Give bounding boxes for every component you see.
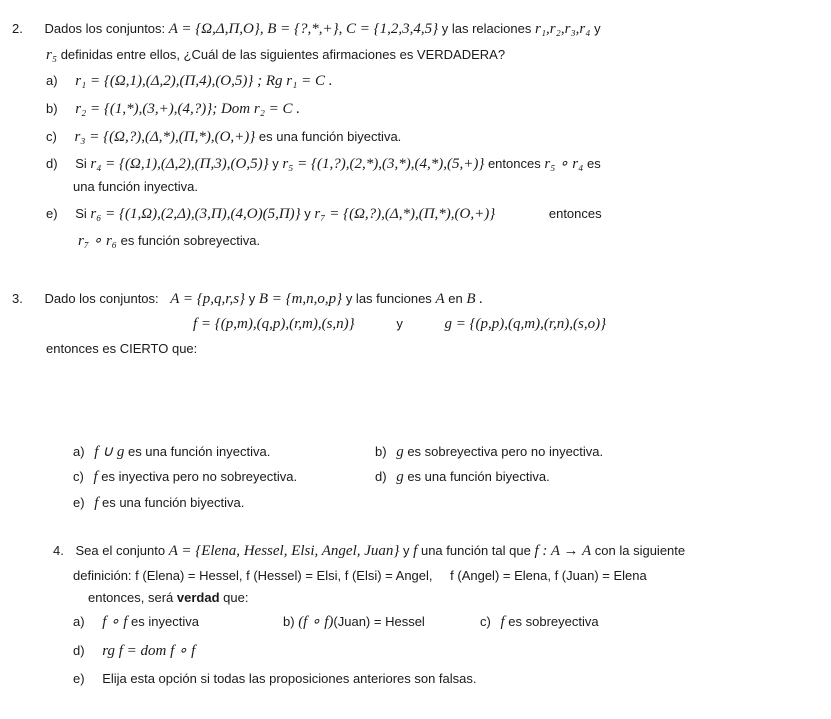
- q4-option-c: [480, 613, 599, 631]
- q2-r5: r₅: [46, 47, 58, 63]
- q4-b-math: (f ∘ f): [298, 614, 334, 630]
- option-label: d): [73, 643, 85, 658]
- q4-set-a: A = {Elena, Hessel, Elsi, Angel, Juan}: [168, 543, 400, 559]
- q3-a-math: f ∪ g: [94, 444, 125, 460]
- q2-d-math3: r₅ ∘ r₄: [544, 156, 584, 172]
- q3-e-text: es una función biyectiva.: [101, 495, 245, 510]
- q4-map: f : A → A: [534, 543, 592, 559]
- q2-e-y: y: [304, 206, 311, 221]
- q4-number: 4.: [53, 543, 64, 558]
- q4-option-d: [73, 642, 195, 660]
- q4-b-text: (Juan) = Hessel: [333, 614, 425, 629]
- q2-set-a: A = {Ω,Δ,Π,O},: [168, 21, 264, 37]
- q4-entonces: entonces, será: [88, 590, 174, 605]
- q3-line2: [193, 315, 606, 333]
- q4-option-e: [73, 670, 477, 688]
- q3-g-def: g = {(p,p),(q,m),(r,n),(s,o)}: [444, 316, 607, 332]
- q4-option-b: [283, 613, 425, 631]
- q3-en: en: [448, 291, 463, 306]
- q4-a-text: es inyectiva: [131, 614, 199, 629]
- q2-line2: [46, 46, 505, 64]
- q2-d-math1: r₄ = {(Ω,1),(Δ,2),(Π,3),(O,5)}: [90, 156, 269, 172]
- q4-line3: [88, 589, 248, 607]
- q4-stem: Sea el conjunto: [75, 543, 166, 558]
- q2-d-entonces: entonces: [487, 156, 541, 171]
- q3-b-text: es sobreyectiva pero no inyectiva.: [407, 444, 604, 459]
- option-label: c): [480, 614, 491, 629]
- q2-e-si: Si: [75, 206, 87, 221]
- q3-f-def: f = {(p,m),(q,p),(r,m),(s,n)}: [193, 316, 355, 332]
- q2-d-y: y: [272, 156, 279, 171]
- option-label: c): [73, 469, 84, 484]
- q4-a-math: f ∘ f: [102, 614, 128, 630]
- q2-e-math3: r₇ ∘ r₆: [78, 233, 117, 249]
- q2-option-e-cont: [78, 232, 260, 250]
- q2-option-e: [46, 205, 602, 223]
- q2-stem-2: definidas entre ellos, ¿Cuál de las siguientes afirmaciones es VERDADERA?: [60, 47, 506, 62]
- option-label: b): [283, 614, 295, 629]
- q4-stem-b: una función tal que: [420, 543, 531, 558]
- q3-a: A: [435, 291, 445, 307]
- q3-option-d: [375, 468, 550, 486]
- q3-line3: [46, 340, 197, 358]
- q4-stem-c: con la siguiente: [594, 543, 686, 558]
- q2-d-math2: r₅ = {(1,?),(2,*),(3,*),(4,*),(5,+)}: [282, 156, 485, 172]
- q4-e-text: Elija esta opción si todas las proposiciones anteriores son falsas.: [102, 671, 477, 686]
- option-label: e): [73, 671, 85, 686]
- option-label: e): [73, 495, 85, 510]
- q2-stem: Dados los conjuntos:: [44, 21, 166, 36]
- q2-c-math: r₃ = {(Ω,?),(Δ,*),(Π,*),(O,+)}: [74, 129, 256, 145]
- q4-def2: f (Hessel) = Elsi,: [246, 568, 342, 583]
- option-label: b): [46, 101, 58, 116]
- q3-y2: y: [396, 316, 403, 331]
- q2-option-d: [46, 155, 601, 173]
- q4-def3: f (Elsi) = Angel,: [344, 568, 433, 583]
- option-label: a): [73, 444, 85, 459]
- q3-b: B .: [466, 291, 483, 307]
- q3-line1: [12, 290, 483, 308]
- q2-option-b: [46, 100, 300, 118]
- q4-def5: f (Juan) = Elena: [554, 568, 647, 583]
- q3-option-b: [375, 443, 603, 461]
- q4-def1: f (Elena) = Hessel,: [135, 568, 243, 583]
- q2-a-math: r₁ = {(Ω,1),(Δ,2),(Π,4),(O,5)} ; Rg r₁ = C .: [75, 73, 333, 89]
- q2-option-a: [46, 72, 332, 90]
- q4-f: f: [413, 543, 418, 559]
- q3-option-e: [73, 494, 244, 512]
- q4-d-math: rg f = dom f ∘ f: [102, 643, 196, 659]
- q4-verdad: verdad: [176, 590, 220, 605]
- q3-option-c: [73, 468, 297, 486]
- q2-relations: r₁,r₂,r₃,r₄: [535, 21, 591, 37]
- option-label: a): [73, 614, 85, 629]
- q2-d-line2: una función inyectiva.: [73, 179, 199, 194]
- q2-y: y: [594, 21, 601, 36]
- q3-stem-c: entonces es CIERTO que:: [46, 341, 198, 356]
- q3-c-text: es inyectiva pero no sobreyectiva.: [101, 469, 298, 484]
- q3-set-b: B = {m,n,o,p}: [258, 291, 343, 307]
- option-label: e): [46, 206, 58, 221]
- q2-e-entonces: entonces: [548, 206, 602, 221]
- q3-d-text: es una función biyectiva.: [407, 469, 550, 484]
- q3-y1: y: [248, 291, 256, 306]
- q2-set-c: C = {1,2,3,4,5}: [346, 21, 439, 37]
- q4-def4: f (Angel) = Elena,: [450, 568, 551, 583]
- q2-e-line2: es función sobreyectiva.: [120, 233, 261, 248]
- q4-line1: [53, 542, 685, 560]
- q3-d-math: g: [396, 469, 404, 485]
- q4-que: que:: [223, 590, 249, 605]
- q2-line1: [12, 20, 601, 38]
- q3-e-math: f: [94, 495, 99, 511]
- q2-option-d-cont: [73, 178, 198, 196]
- q4-c-math: f: [500, 614, 505, 630]
- q2-number: 2.: [12, 21, 23, 36]
- q2-stem-b: y las relaciones: [441, 21, 532, 36]
- q4-y: y: [403, 543, 410, 558]
- q2-set-b: B = {?,*,+},: [267, 21, 343, 37]
- q3-option-a: [73, 443, 270, 461]
- q2-b-math: r₂ = {(1,*),(3,+),(4,?)}; Dom r₂ = C .: [75, 101, 301, 117]
- q2-e-math2: r₇ = {(Ω,?),(Δ,*),(Π,*),(O,+)}: [314, 206, 496, 222]
- q3-a-text: es una función inyectiva.: [127, 444, 271, 459]
- q3-stem-b: y las funciones: [345, 291, 432, 306]
- q3-b-math: g: [396, 444, 404, 460]
- q2-d-es: es: [586, 156, 601, 171]
- option-label: b): [375, 444, 387, 459]
- q4-line2: [73, 567, 647, 585]
- q3-set-a: A = {p,q,r,s}: [170, 291, 246, 307]
- q4-option-a: [73, 613, 199, 631]
- option-label: d): [375, 469, 387, 484]
- q4-def-label: definición:: [73, 568, 132, 583]
- q3-stem: Dado los conjuntos:: [44, 291, 159, 306]
- option-label: a): [46, 73, 58, 88]
- q4-c-text: es sobreyectiva: [508, 614, 599, 629]
- option-label: c): [46, 129, 57, 144]
- option-label: d): [46, 156, 58, 171]
- q3-number: 3.: [12, 291, 23, 306]
- q2-option-c: [46, 128, 401, 146]
- q2-e-math1: r₆ = {(1,Ω),(2,Δ),(3,Π),(4,O)(5,Π)}: [90, 206, 301, 222]
- q2-d-si: Si: [75, 156, 87, 171]
- q2-c-text: es una función biyectiva.: [258, 129, 402, 144]
- q3-c-math: f: [93, 469, 98, 485]
